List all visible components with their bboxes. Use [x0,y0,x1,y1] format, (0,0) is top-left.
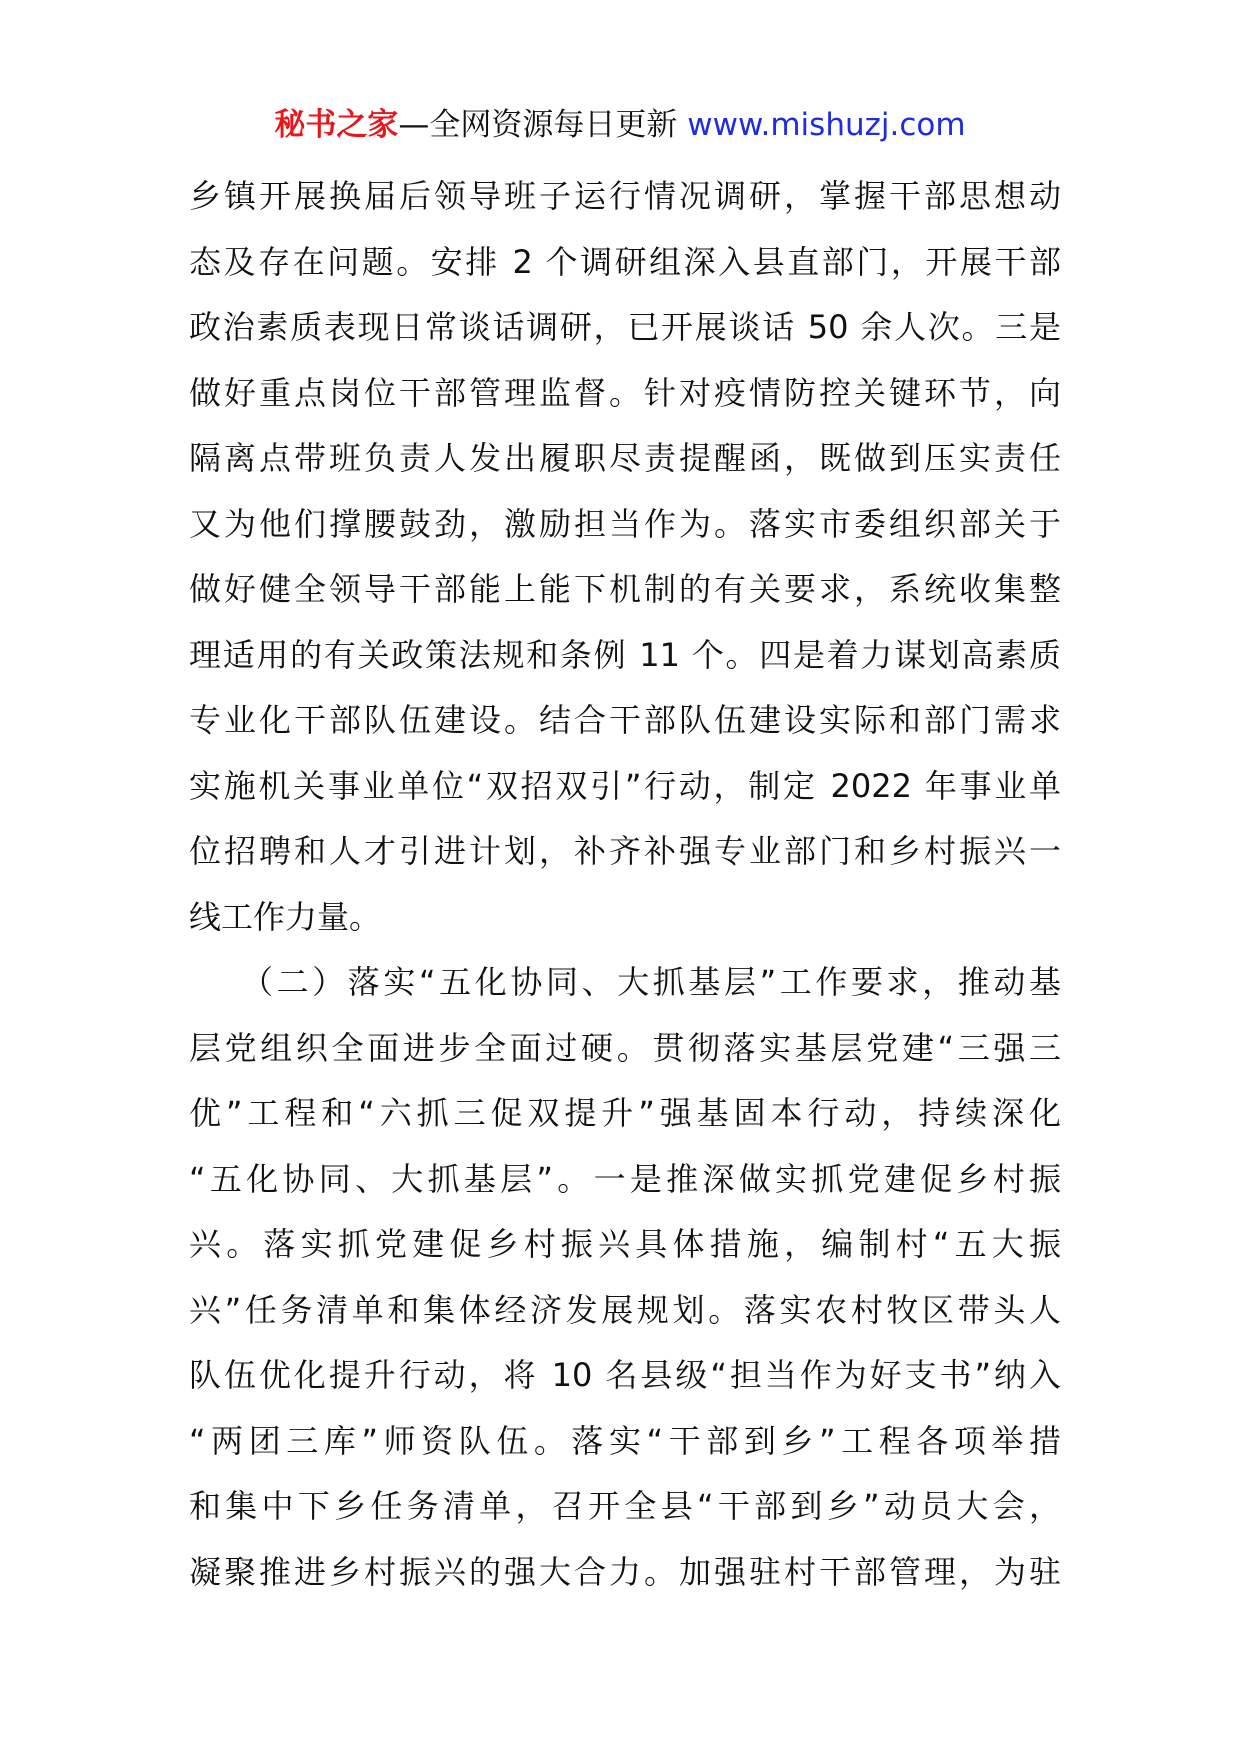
text-line: 队伍优化提升行动，将 10 名县级“担当作为好支书”纳入 [189,1356,1061,1394]
text-line: 和集中下乡任务清单，召开全县“干部到乡”动员大会， [189,1487,1061,1525]
section-heading-line: （二）落实“五化协同、大抓基层”工作要求，推动基 [241,963,1061,1001]
text-line: 层党组织全面进步全面过硬。贯彻落实基层党建“三强三 [189,1028,1061,1067]
text-line: 态及存在问题。安排 2 个调研组深入县直部门，开展干部 [189,242,1061,281]
watermark-header [0,103,1240,147]
text-line: 优”工程和“六抓三促双提升”强基固本行动，持续深化 [189,1094,1061,1132]
header-slogan: —全网资源每日更新 [398,107,678,143]
text-line: “两团三库”师资队伍。落实“干部到乡”工程各项举措 [189,1421,1061,1460]
header-brand: 秘书之家 [274,107,399,143]
text-line: “五化协同、大抓基层”。一是推深做实抓党建促乡村振 [189,1159,1061,1198]
header-url[interactable]: www.mishuzj.com [687,107,966,143]
text-line: 兴”任务清单和集体经济发展规划。落实农村牧区带头人 [189,1290,1061,1329]
text-line: 做好健全领导干部能上能下机制的有关要求，系统收集整 [189,570,1061,608]
paragraph-end-line: 线工作力量。 [189,897,382,936]
text-line: 政治素质表现日常谈话调研，已开展谈话 50 余人次。三是 [189,308,1061,346]
text-line: 实施机关事业单位“双招双引”行动，制定 2022 年事业单 [189,766,1061,805]
text-line: 凝聚推进乡村振兴的强大合力。加强驻村干部管理，为驻 [189,1552,1061,1591]
text-line: 隔离点带班负责人发出履职尽责提醒函，既做到压实责任 [189,439,1061,477]
text-line: 专业化干部队伍建设。结合干部队伍建设实际和部门需求 [189,701,1061,739]
text-line: 位招聘和人才引进计划，补齐补强专业部门和乡村振兴一 [189,832,1061,870]
text-line: 又为他们撑腰鼓劲，激励担当作为。落实市委组织部关于 [189,504,1061,543]
text-line: 理适用的有关政策法规和条例 11 个。四是着力谋划高素质 [189,635,1061,674]
text-line: 兴。落实抓党建促乡村振兴具体措施，编制村“五大振 [189,1225,1061,1263]
text-line: 做好重点岗位干部管理监督。针对疫情防控关键环节，向 [189,373,1061,412]
text-line: 乡镇开展换届后领导班子运行情况调研，掌握干部思想动 [189,177,1061,215]
document-body [189,164,1061,1605]
